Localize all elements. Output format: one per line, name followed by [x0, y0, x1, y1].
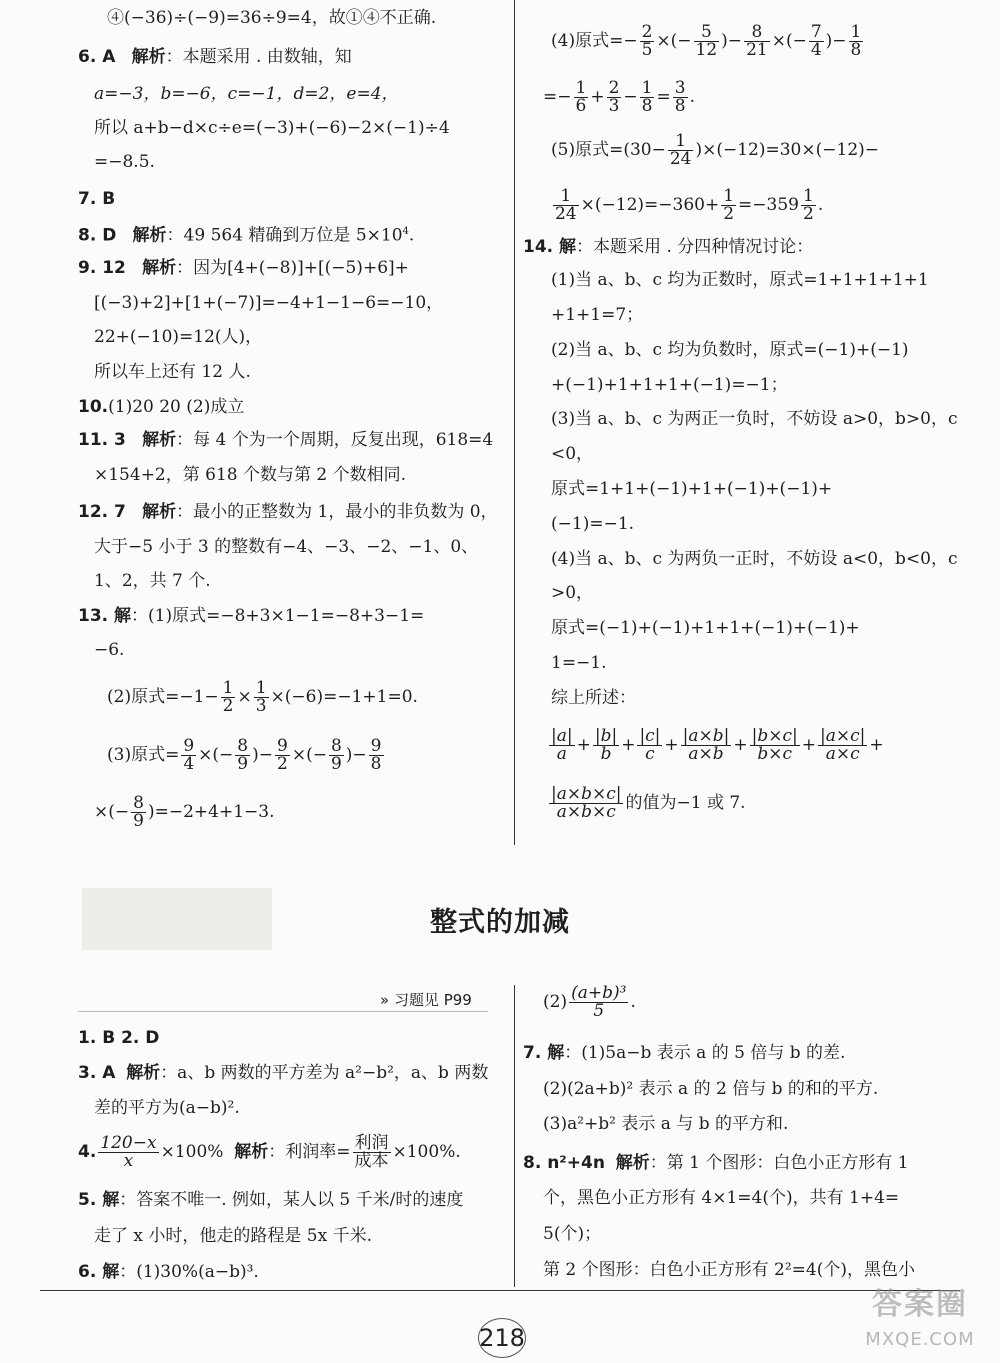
- column-divider-2: [514, 985, 515, 1287]
- page-number: 218: [479, 1324, 525, 1352]
- fraction: $\frac{|c|}{c}$: [639, 726, 661, 764]
- formula-13-3-cont: ×(− $\frac{8}{9}$ )=−2+4+1−3.: [94, 793, 275, 831]
- formula-13-4-cont: =− $\frac{1}{6}$ + $\frac{2}{3}$ − $\frac{1}{8}$ = $\frac{3}{8}$ .: [543, 78, 695, 116]
- formula-13-5: (5)原式=(30− $\frac{1}{24}$ )×(−12)=30×(−12)−: [551, 131, 880, 169]
- fraction: $\frac{1}{2}$: [802, 186, 814, 224]
- text-line: a=−3，b=−6，c=−1，d=2，e=4，: [94, 84, 399, 104]
- text-line: 1=−1.: [551, 653, 607, 673]
- answer-12: 12. 7 解析：最小的正整数为 1，最小的非负数为 0，: [78, 502, 498, 522]
- answer-4: 4. $\frac{120-x}{x}$ ×100% 解析：利润率= $\frac{\text{利润}}{\text{成本}}$ ×100%.: [78, 1133, 461, 1171]
- fraction: $\frac{1}{2}$: [222, 678, 234, 716]
- fraction: $\frac{|a|}{a}$: [551, 726, 573, 764]
- fraction: $\frac{|b|}{b}$: [594, 726, 618, 764]
- fraction: $\frac{120-x}{x}$: [100, 1133, 157, 1171]
- fraction: $\frac{|a\times b|}{a\times b}$: [682, 726, 730, 764]
- fraction: $\frac{2}{3}$: [608, 78, 620, 116]
- text-line: 所以车上还有 12 人.: [94, 362, 251, 382]
- fraction: $\frac{1}{8}$: [641, 78, 653, 116]
- answer-5: 5. 解：答案不唯一. 例如，某人以 5 千米/时的速度: [78, 1190, 464, 1210]
- answer-13: 13. 解：(1)原式=−8+3×1−1=−8+3−1=: [78, 606, 425, 626]
- bottom-rule: [40, 1290, 960, 1291]
- fraction: $\frac{1}{2}$: [723, 186, 735, 224]
- fraction: $\frac{|b\times c|}{b\times c}$: [751, 726, 798, 764]
- text-line: (3)a²+b² 表示 a 与 b 的平方和.: [543, 1114, 789, 1134]
- text-line: 22+(−10)=12(人)，: [94, 327, 263, 347]
- text-line: 1、2，共 7 个.: [94, 571, 211, 591]
- text-line: (2)(2a+b)² 表示 a 的 2 倍与 b 的和的平方.: [543, 1079, 879, 1099]
- text-line: (1)当 a、b、c 均为正数时，原式=1+1+1+1+1: [551, 270, 929, 290]
- text-line: +1+1=7；: [551, 305, 644, 325]
- formula-13-3: (3)原式= $\frac{9}{4}$ ×(− $\frac{8}{9}$ )− $\frac{9}{2}$ ×(− $\frac{8}{9}$ )− $\frac{9}{8}$: [107, 736, 382, 774]
- exercise-page-ref: » 习题见 P99: [380, 991, 472, 1009]
- text-line: 所以 a+b−d×c÷e=(−3)+(−6)−2×(−1)÷4: [94, 118, 450, 138]
- text-line: 5(个)；: [543, 1224, 602, 1244]
- column-divider: [514, 0, 515, 845]
- formula-13-5-cont: $\frac{1}{24}$ ×(−12)=−360+ $\frac{1}{2}$ =−359 $\frac{1}{2}$ .: [555, 186, 824, 224]
- fraction: $\frac{7}{4}$: [810, 22, 822, 60]
- fraction: $\frac{3}{8}$: [674, 78, 686, 116]
- fraction: $\frac{1}{24}$: [669, 131, 692, 169]
- fraction: $\frac{\text{利润}}{\text{成本}}$: [354, 1133, 389, 1171]
- formula-14-sum-cont: $\frac{|a\times b\times c|}{a\times b\times c}$ 的值为−1 或 7.: [551, 784, 746, 822]
- text-line: 原式=1+1+(−1)+1+(−1)+(−1)+: [551, 479, 833, 499]
- text-line: 大于−5 小于 3 的整数有−4、−3、−2、−1、0、: [94, 537, 479, 557]
- answer-6-2: (2) $\frac{\text{(a+b)³}}{5}$ .: [543, 983, 636, 1021]
- fraction: $\frac{8}{9}$: [237, 736, 249, 774]
- fraction: $\frac{9}{4}$: [183, 736, 195, 774]
- text-line: <0，: [551, 444, 594, 464]
- text-line: =−8.5.: [94, 152, 155, 172]
- fraction: $\frac{8}{9}$: [133, 793, 144, 831]
- answer-7: 7. B: [78, 189, 116, 209]
- text-line: >0，: [551, 583, 594, 603]
- fraction: $\frac{|a\times c|}{a\times c}$: [820, 726, 866, 764]
- fraction: $\frac{2}{5}$: [641, 22, 653, 60]
- answer-6: 6. A 解析：本题采用 . 由数轴，知: [78, 47, 352, 67]
- fraction: $\frac{1}{24}$: [555, 186, 577, 224]
- fraction: $\frac{8}{21}$: [746, 22, 768, 60]
- site-logo-watermark: 答案圈 MXQE.COM: [865, 1287, 975, 1350]
- fraction: $\frac{|a\times b\times c|}{a\times b\times c}$: [551, 784, 622, 822]
- text-line: (4)当 a、b、c 为两负一正时，不妨设 a<0，b<0，c: [551, 549, 958, 569]
- answer-1-2: 1. B 2. D: [78, 1028, 160, 1048]
- text-line: −6.: [94, 640, 125, 660]
- answer-7b: 7. 解：(1)5a−b 表示 a 的 5 倍与 b 的差.: [523, 1043, 846, 1063]
- fraction: $\frac{1}{3}$: [255, 678, 267, 716]
- answer-14: 14. 解：本题采用 . 分四种情况讨论：: [523, 237, 814, 257]
- formula-13-2: (2)原式=−1− $\frac{1}{2}$ × $\frac{1}{3}$ ×(−6)=−1+1=0.: [107, 678, 418, 716]
- text-line: 第 2 个图形：白色小正方形有 2²=4(个)，黑色小: [543, 1260, 915, 1280]
- text-line: 差的平方为(a−b)².: [94, 1098, 240, 1118]
- answer-11: 11. 3 解析：每 4 个为一个周期，反复出现，618=4: [78, 430, 494, 450]
- formula-13-4: (4)原式=− $\frac{2}{5}$ ×(− $\frac{5}{12}$ )− $\frac{8}{21}$ ×(− $\frac{7}{4}$ )− $\frac{1}{8}$: [551, 22, 862, 60]
- fraction: $\frac{1}{6}$: [575, 78, 587, 116]
- text-line: 走了 x 小时，他走的路程是 5x 千米.: [94, 1226, 373, 1246]
- answer-9: 9. 12 解析：因为[4+(−8)]+[(−5)+6]+: [78, 258, 409, 278]
- fraction: $\frac{9}{2}$: [277, 736, 288, 774]
- fraction: $\frac{8}{9}$: [330, 736, 342, 774]
- text-line: (2)当 a、b、c 均为负数时，原式=(−1)+(−1): [551, 340, 909, 360]
- fraction: $\frac{9}{8}$: [370, 736, 382, 774]
- answer-3: 3. A 解析：a、b 两数的平方差为 a²−b²，a、b 两数: [78, 1063, 489, 1083]
- text-line: (3)当 a、b、c 为两正一负时，不妨设 a>0，b>0，c: [551, 409, 958, 429]
- answer-8b: 8. n²+4n 解析：第 1 个图形：白色小正方形有 1: [523, 1153, 909, 1173]
- formula-14-sum: $\frac{|a|}{a}$ + $\frac{|b|}{b}$ + $\frac{|c|}{c}$ + $\frac{|a\times b|}{a\times b}$ + $\frac{|b\times c|}{b\times c}$ + $\frac{|a\times c|}{a\times c}$ +: [551, 726, 884, 764]
- fraction: $\frac{1}{8}$: [850, 22, 862, 60]
- text-line: ×154+2，第 618 个数与第 2 个数相同.: [94, 465, 407, 485]
- fraction: $\frac{5}{12}$: [695, 22, 718, 60]
- text-line: [(−3)+2]+[1+(−7)]=−4+1−1−6=−10，: [94, 293, 444, 313]
- answer-10: 10.(1)20 20 (2)成立: [78, 397, 245, 417]
- text-line: 个，黑色小正方形有 4×1=4(个)，共有 1+4=: [543, 1188, 900, 1208]
- answer-8: 8. D 解析：49 564 精确到万位是 $5\times 10^4$.: [78, 225, 415, 246]
- text-line: (−1)=−1.: [551, 514, 635, 534]
- section-title: 整式的加减: [430, 907, 570, 938]
- answer-6b: 6. 解：(1)30%(a−b)³.: [78, 1262, 259, 1282]
- text-line: 原式=(−1)+(−1)+1+1+(−1)+(−1)+: [551, 618, 860, 638]
- fraction: $\frac{\text{(a+b)³}}{5}$: [571, 983, 627, 1021]
- text-line: ④(−36)÷(−9)=36÷9=4，故①④不正确.: [107, 8, 437, 28]
- text-line: 综上所述：: [551, 688, 636, 708]
- text-line: +(−1)+1+1+1+(−1)=−1；: [551, 375, 788, 395]
